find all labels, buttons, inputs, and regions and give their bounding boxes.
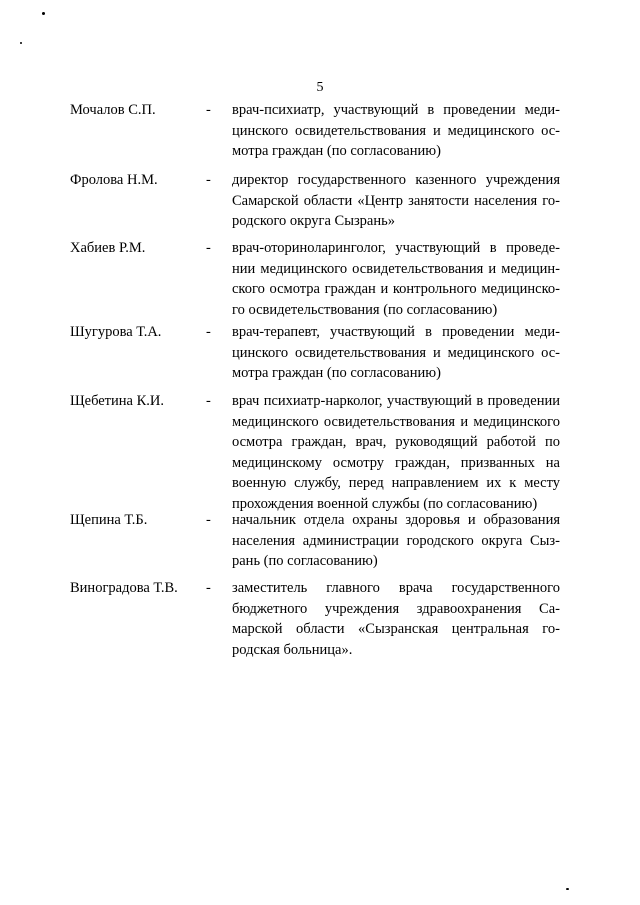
member-name: Мочалов С.П. <box>70 102 156 118</box>
scan-speck <box>42 12 45 15</box>
page-number: 5 <box>316 80 324 95</box>
member-name: Щепина Т.Б. <box>70 512 148 528</box>
dash-separator: - <box>206 324 211 340</box>
scan-speck <box>20 42 22 44</box>
member-name: Фролова Н.М. <box>70 172 158 188</box>
dash-separator: - <box>206 512 211 528</box>
dash-separator: - <box>206 172 211 188</box>
member-name: Шугурова Т.А. <box>70 324 162 340</box>
member-position: начальник отдела охраны здоровья и образования населения администрации городского округа Сызрань (по согласованию) <box>232 512 560 570</box>
dash-separator: - <box>206 580 211 596</box>
dash-separator: - <box>206 393 211 409</box>
member-position: заместитель главного врача государственного бюджетного учреждения здравоохранения Самарской области «Сызранская центральная городская больница». <box>232 580 560 658</box>
member-position: врач психиатр-нарколог, участвующий в проведении медицинского освидетельствования и медицинского осмотра граждан, врач, руководящий работой по медицинскому осмотру граждан, призванных на военную службу, перед направлением их к месту прохождения военной службы (по согласованию) <box>232 393 560 512</box>
dash-separator: - <box>206 102 211 118</box>
member-position: директор государственного казенного учреждения Самарской области «Центр занятости населения городского округа Сызрань» <box>232 172 560 230</box>
member-name: Щебетина К.И. <box>70 393 164 409</box>
member-position: врач-оториноларинголог, участвующий в проведении медицинского освидетельствования и медицинского осмотра граждан и контрольного медицинского освидетельствования (по согласованию) <box>232 240 560 318</box>
scan-speck <box>566 888 569 890</box>
dash-separator: - <box>206 240 211 256</box>
member-name: Виноградова Т.В. <box>70 580 178 596</box>
member-position: врач-психиатр, участвующий в проведении медицинского освидетельствования и медицинского осмотра граждан (по согласованию) <box>232 102 560 160</box>
member-position: врач-терапевт, участвующий в проведении медицинского освидетельствования и медицинского осмотра граждан (по согласованию) <box>232 324 560 382</box>
member-name: Хабиев Р.М. <box>70 240 146 256</box>
